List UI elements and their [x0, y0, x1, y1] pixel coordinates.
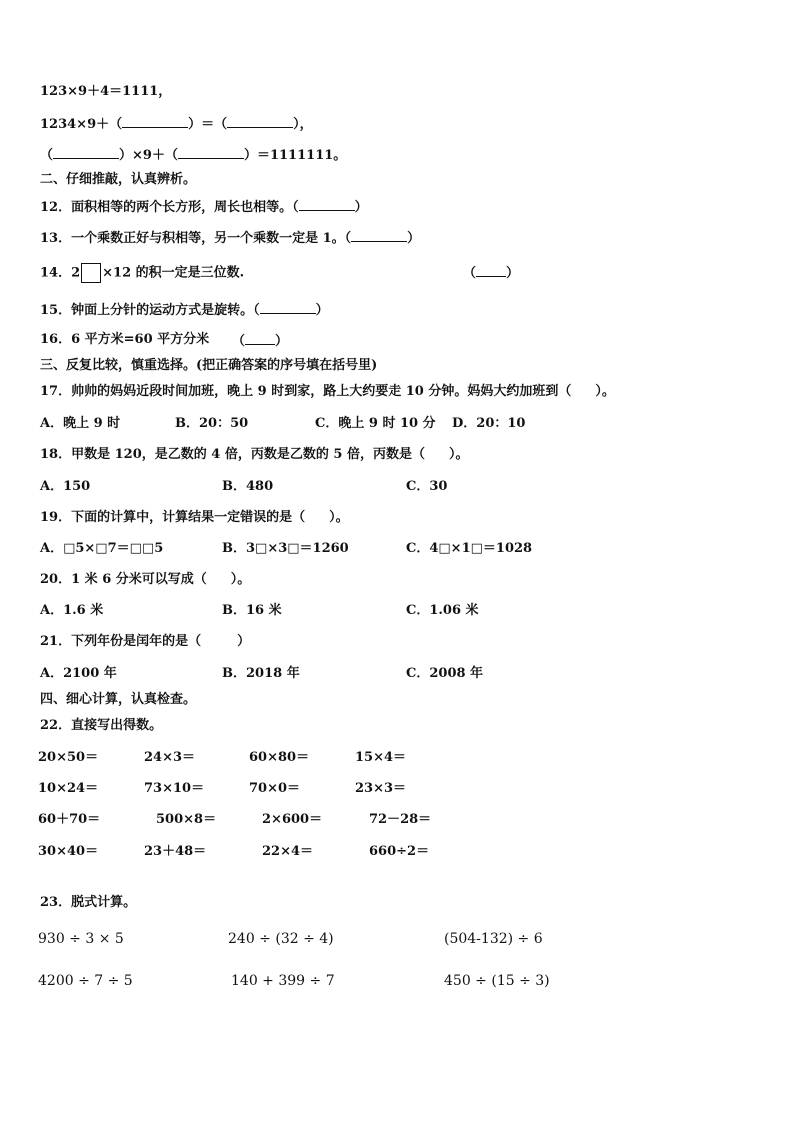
paren-open: （	[463, 266, 477, 281]
answer-blank[interactable]	[122, 114, 188, 128]
paren-close: ）	[407, 231, 421, 246]
pattern-text: ），	[293, 117, 313, 132]
question-text: 20．1 米 6 分米可以写成（	[40, 572, 207, 587]
pattern-line-1	[40, 83, 171, 101]
q18-option-c[interactable]: C．30	[406, 479, 448, 494]
pattern-text: ）×9＋（	[119, 148, 178, 163]
answer-blank[interactable]	[351, 228, 407, 242]
calc-item: 20×50＝	[38, 750, 99, 765]
calc-item: 73×10＝	[144, 781, 205, 796]
question-text: 18．甲数是 120，是乙数的 4 倍，丙数是乙数的 5 倍，丙数是（	[40, 447, 425, 462]
question-text: 15．钟面上分针的运动方式是旋转。（	[40, 303, 260, 318]
expression: 930 ÷ 3 × 5	[38, 931, 124, 947]
question-text: 21．下列年份是闰年的是（	[40, 634, 202, 649]
question-13	[40, 228, 420, 248]
answer-blank[interactable]	[227, 114, 293, 128]
question-16-answer	[232, 331, 288, 351]
calc-item: 70×0＝	[249, 781, 301, 796]
calc-item: 24×3＝	[144, 750, 196, 765]
section-3-heading: 三、反复比较，慎重选择。(把正确答案的序号填在括号里)	[40, 358, 378, 373]
question-text: 14．2	[40, 265, 81, 281]
question-text: 17．帅帅的妈妈近段时间加班，晚上 9 时到家，路上大约要走 10 分钟。妈妈大约加班到（	[40, 384, 572, 399]
question-17	[40, 383, 615, 401]
calc-item: 660÷2＝	[369, 844, 430, 859]
q17-option-c[interactable]: C．晚上 9 时 10 分	[315, 416, 436, 431]
question-20	[40, 571, 250, 589]
pattern-text: （	[40, 148, 54, 163]
question-14-answer	[463, 263, 519, 283]
expression: 140 + 399 ÷ 7	[231, 973, 335, 989]
q17-option-d[interactable]: D．20：10	[452, 416, 526, 431]
answer-blank[interactable]	[476, 263, 506, 277]
question-22: 22．直接写出得数。	[40, 718, 163, 733]
paren-close: ）	[315, 303, 329, 318]
paren-open: （	[232, 334, 246, 349]
question-21	[40, 633, 250, 651]
q20-option-b[interactable]: B．16 米	[222, 603, 282, 618]
question-text: 12．面积相等的两个长方形，周长也相等。（	[40, 200, 299, 215]
pattern-text: ）＝（	[188, 117, 228, 132]
pattern-text: 123×9＋4＝1111，	[40, 84, 172, 99]
q20-option-a[interactable]: A．1.6 米	[40, 603, 104, 618]
pattern-line-2	[40, 114, 313, 134]
pattern-line-3	[40, 145, 346, 165]
digit-box[interactable]	[81, 263, 101, 283]
paren-close: ）	[275, 334, 289, 349]
calc-item: 60×80＝	[249, 750, 310, 765]
calc-item: 23×3＝	[355, 781, 407, 796]
paren-close: ）。	[448, 447, 469, 462]
q18-option-a[interactable]: A．150	[40, 479, 91, 494]
calc-item: 72－28＝	[369, 812, 432, 827]
calc-item: 22×4＝	[262, 844, 314, 859]
question-14	[40, 263, 244, 283]
expression: 4200 ÷ 7 ÷ 5	[38, 973, 133, 989]
question-text: ×12 的积一定是三位数.	[102, 265, 245, 281]
pattern-text: ）＝1111111。	[243, 148, 347, 163]
paren-close: ）	[506, 266, 520, 281]
calc-item: 15×4＝	[355, 750, 407, 765]
pattern-text: 1234×9＋（	[40, 117, 123, 132]
calc-item: 23＋48＝	[144, 844, 207, 859]
question-text: 16．6 平方米=60 平方分米	[40, 332, 210, 347]
q20-option-c[interactable]: C．1.06 米	[406, 603, 479, 618]
question-18	[40, 446, 468, 464]
paren-close: ）。	[595, 384, 615, 399]
answer-blank[interactable]	[260, 300, 316, 314]
calc-item: 60＋70＝	[38, 812, 101, 827]
q19-option-b[interactable]: B．3□×3□＝1260	[222, 541, 349, 556]
question-text: 19．下面的计算中，计算结果一定错误的是（	[40, 510, 306, 525]
q21-option-b[interactable]: B．2018 年	[222, 666, 300, 681]
q21-option-c[interactable]: C．2008 年	[406, 666, 484, 681]
q21-option-a[interactable]: A．2100 年	[40, 666, 117, 681]
q17-option-a[interactable]: A．晚上 9 时	[40, 416, 121, 431]
expression: (504-132) ÷ 6	[444, 931, 543, 947]
paren-close: ）。	[230, 572, 251, 587]
question-23: 23．脱式计算。	[40, 895, 137, 910]
question-12	[40, 197, 368, 217]
paren-close: ）。	[329, 510, 349, 525]
paren-close: ）	[237, 634, 251, 649]
q19-option-a[interactable]: A．□5×□7＝□□5	[40, 541, 164, 556]
section-2-heading: 二、仔细推敲，认真辨析。	[40, 172, 197, 187]
calc-item: 2×600＝	[262, 812, 323, 827]
answer-blank[interactable]	[53, 145, 119, 159]
answer-blank[interactable]	[245, 331, 275, 345]
q17-option-b[interactable]: B．20：50	[175, 416, 249, 431]
answer-blank[interactable]	[178, 145, 244, 159]
question-15	[40, 300, 329, 320]
answer-blank[interactable]	[299, 197, 355, 211]
q19-option-c[interactable]: C．4□×1□＝1028	[406, 541, 533, 556]
question-19	[40, 509, 349, 527]
q18-option-b[interactable]: B．480	[222, 479, 274, 494]
paren-close: ）	[354, 200, 368, 215]
question-text: 13．一个乘数正好与积相等，另一个乘数一定是 1。（	[40, 231, 352, 246]
calc-item: 500×8＝	[156, 812, 217, 827]
calc-item: 30×40＝	[38, 844, 99, 859]
section-4-heading: 四、细心计算，认真检查。	[40, 692, 197, 707]
expression: 450 ÷ (15 ÷ 3)	[444, 973, 550, 989]
expression: 240 ÷ (32 ÷ 4)	[228, 931, 334, 947]
calc-item: 10×24＝	[38, 781, 99, 796]
question-16	[40, 331, 209, 349]
